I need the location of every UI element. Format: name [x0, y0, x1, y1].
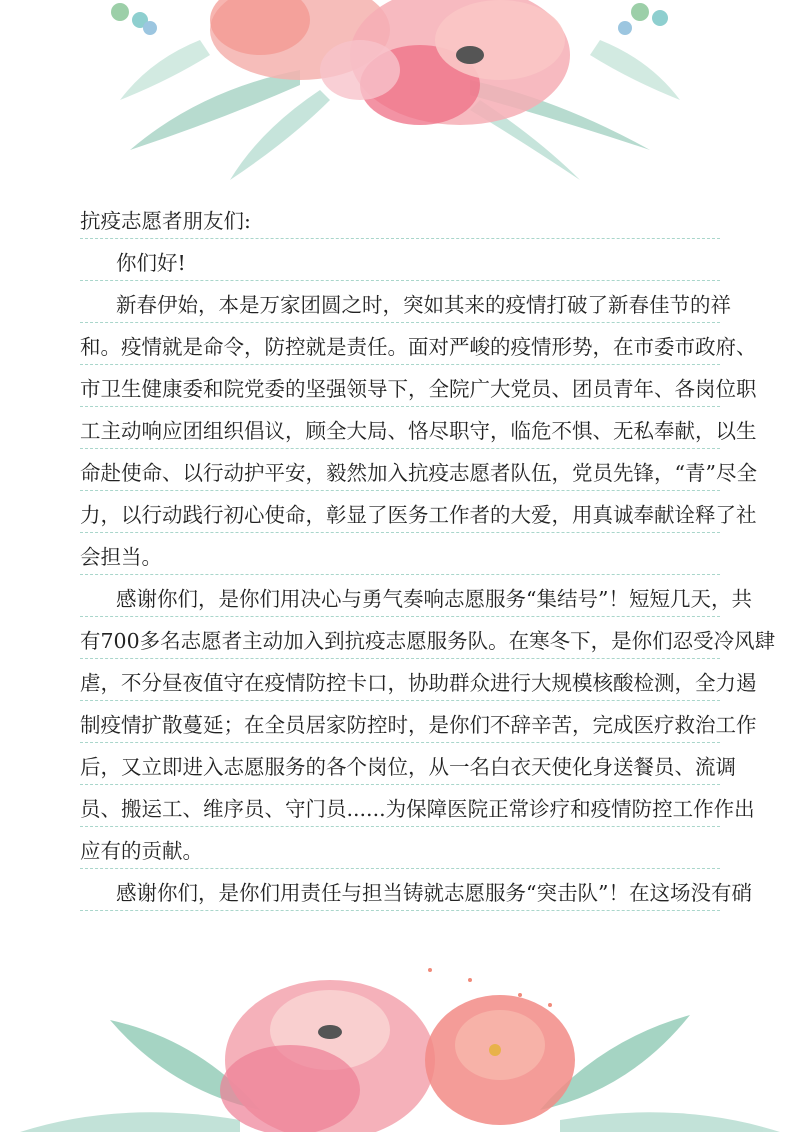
paragraph-2-line: 虐，不分昼夜值守在疫情防控卡口，协助群众进行大规模核酸检测，全力遏: [80, 666, 720, 701]
floral-decoration-top: [0, 0, 800, 190]
paragraph-1-line: 工主动响应团组织倡议，顾全大局、恪尽职守，临危不惧、无私奉献，以生: [80, 414, 720, 449]
flower-icon: [210, 0, 570, 125]
floral-decoration-bottom: [0, 960, 800, 1132]
salutation: 抗疫志愿者朋友们:: [80, 204, 720, 239]
paragraph-1-line: 力，以行动践行初心使命，彰显了医务工作者的大爱，用真诚奉献诠释了社: [80, 498, 720, 533]
paragraph-1-line: 和。疫情就是命令，防控就是责任。面对严峻的疫情形势，在市委市政府、: [80, 330, 720, 365]
paragraph-1-line: 市卫生健康委和院党委的坚强领导下，全院广大党员、团员青年、各岗位职: [80, 372, 720, 407]
paragraph-1-line: 命赴使命、以行动护平安，毅然加入抗疫志愿者队伍，党员先锋，“青”尽全: [80, 456, 720, 491]
paragraph-3-line: 感谢你们，是你们用责任与担当铸就志愿服务“突击队”！在这场没有硝: [80, 876, 720, 911]
paragraph-2-line: 有700多名志愿者主动加入到抗疫志愿服务队。在寒冬下，是你们忍受冷风肆: [80, 624, 720, 659]
paragraph-2-line: 员、搬运工、维序员、守门员......为保障医院正常诊疗和疫情防控工作作出: [80, 792, 720, 827]
paragraph-2-line: 应有的贡献。: [80, 834, 720, 869]
paragraph-2-line: 后，又立即进入志愿服务的各个岗位，从一名白衣天使化身送餐员、流调: [80, 750, 720, 785]
paragraph-1-line: 新春伊始，本是万家团圆之时，突如其来的疫情打破了新春佳节的祥: [80, 288, 720, 323]
greeting: 你们好!: [80, 246, 720, 281]
paragraph-2-line: 感谢你们，是你们用决心与勇气奏响志愿服务“集结号”！短短几天，共: [80, 582, 720, 617]
flower-icon: [220, 968, 575, 1132]
paragraph-1-line: 会担当。: [80, 540, 720, 575]
paragraph-2-line: 制疫情扩散蔓延；在全员居家防控时，是你们不辞辛苦，完成医疗救治工作: [80, 708, 720, 743]
